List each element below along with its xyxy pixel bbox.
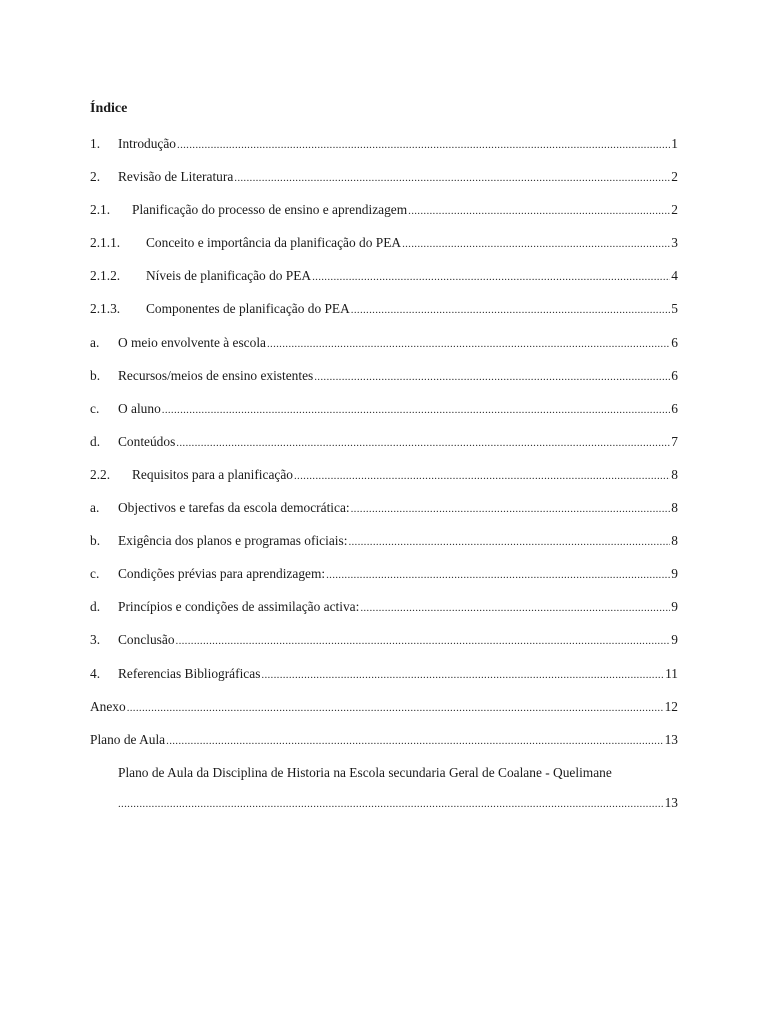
toc-title: Índice (90, 101, 128, 116)
toc-entry[interactable] (90, 432, 678, 465)
toc-entry-number: d. (90, 433, 101, 449)
dot-leader (261, 665, 664, 685)
toc-entry[interactable] (90, 630, 678, 663)
toc-entry-page: 8 (671, 533, 678, 549)
toc-entry[interactable] (90, 233, 678, 266)
toc-entry-text: Requisitos para a planificação (132, 466, 293, 482)
toc-entry-text: O meio envolvente à escola (118, 334, 266, 350)
toc-entry-multiline[interactable] (90, 763, 678, 833)
toc-entry-text: Plano de Aula (90, 731, 166, 747)
toc-entry-page: 2 (671, 202, 678, 218)
dot-leader (162, 400, 671, 420)
toc-entry[interactable] (90, 664, 678, 697)
toc-entry-number: c. (90, 566, 100, 582)
toc-entry-page: 7 (671, 433, 678, 449)
dot-leader (234, 168, 670, 188)
toc-entry-page: 4 (671, 268, 678, 284)
toc-entry-page: 6 (671, 334, 678, 350)
toc-entry-number: 3. (90, 632, 101, 648)
table-of-contents (90, 134, 678, 833)
toc-entry[interactable] (90, 531, 678, 564)
toc-entry-text: Anexo (90, 698, 126, 714)
dot-leader (166, 731, 663, 751)
toc-entry-number: 4. (90, 665, 101, 681)
toc-entry-number: 2.1. (90, 202, 111, 218)
toc-entry-text: Planificação do processo de ensino e aprendizagem (132, 202, 408, 218)
dot-leader (351, 300, 671, 320)
toc-entry[interactable] (90, 333, 678, 366)
toc-entry-page: 11 (665, 665, 678, 681)
toc-entry-page: 13 (664, 731, 678, 747)
toc-entry-page: 9 (671, 566, 678, 582)
toc-entry[interactable] (90, 399, 678, 432)
toc-entry-number: a. (90, 500, 100, 516)
toc-entry-page: 9 (671, 599, 678, 615)
dot-leader (176, 433, 670, 453)
dot-leader (408, 201, 670, 221)
toc-entry[interactable] (90, 730, 678, 763)
toc-entry[interactable] (90, 465, 678, 498)
toc-entry-number: b. (90, 533, 101, 549)
toc-entry-page: 6 (671, 400, 678, 416)
toc-entry[interactable] (90, 697, 678, 730)
toc-entry-text: Recursos/meios de ensino existentes (118, 367, 314, 383)
toc-entry-page: 13 (664, 794, 678, 810)
toc-entry-text: O aluno (118, 400, 161, 416)
toc-entry-text: Princípios e condições de assimilação activa: (118, 599, 360, 615)
toc-entry-number: b. (90, 367, 101, 383)
toc-entry-number: 1. (90, 136, 101, 151)
toc-entry-page: 8 (671, 500, 678, 516)
toc-entry[interactable] (90, 200, 678, 233)
toc-entry-page: 1 (671, 136, 678, 151)
toc-entry-number: 2.1.1. (90, 235, 121, 251)
dot-leader (360, 598, 670, 618)
toc-entry[interactable] (90, 366, 678, 399)
toc-entry-page: 9 (671, 632, 678, 648)
toc-entry-text: Objectivos e tarefas da escola democrática: (118, 500, 350, 516)
toc-entry-page: 8 (671, 466, 678, 482)
toc-entry[interactable] (90, 134, 678, 167)
toc-entry-number: 2. (90, 169, 101, 185)
dot-leader (177, 135, 670, 155)
toc-entry-text: Exigência dos planos e programas oficiais: (118, 533, 348, 549)
toc-entry-number: 2.2. (90, 466, 111, 482)
toc-entry[interactable] (90, 299, 678, 332)
toc-entry-page: 12 (664, 698, 678, 714)
toc-entry-page: 6 (671, 367, 678, 383)
toc-entry-number: d. (90, 599, 101, 615)
dot-leader (402, 234, 670, 254)
dot-leader (326, 565, 670, 585)
toc-entry[interactable] (90, 564, 678, 597)
toc-entry-number: c. (90, 400, 100, 416)
toc-entry-text: Plano de Aula da Disciplina de Historia na Escola secundaria Geral de Coalane - Quelimane (118, 764, 612, 780)
toc-entry-number: 2.1.3. (90, 301, 121, 317)
dot-leader (351, 499, 671, 519)
toc-entry-text: Conclusão (118, 632, 175, 648)
toc-entry-text: Componentes de planificação do PEA (146, 301, 350, 317)
dot-leader (176, 631, 671, 651)
toc-entry-number: 2.1.2. (90, 268, 121, 284)
dot-leader (127, 698, 664, 718)
toc-entry[interactable] (90, 266, 678, 299)
dot-leader (312, 267, 670, 287)
toc-entry-text: Referencias Bibliográficas (118, 665, 261, 681)
dot-leader (294, 466, 670, 486)
toc-entry-number: a. (90, 334, 100, 350)
dot-leader (348, 532, 670, 552)
toc-entry-text: Condições prévias para aprendizagem: (118, 566, 326, 582)
toc-entry-page: 5 (671, 301, 678, 317)
toc-entry-text: Introdução (118, 136, 177, 151)
dot-leader (314, 367, 670, 387)
toc-entry-text: Conceito e importância da planificação do PEA (146, 235, 402, 251)
toc-entry-text: Níveis de planificação do PEA (146, 268, 312, 284)
toc-entry[interactable] (90, 498, 678, 531)
dot-leader (118, 794, 664, 814)
toc-entry-text: Revisão de Literatura (118, 169, 234, 185)
toc-entry-page: 2 (671, 169, 678, 185)
toc-entry-leader-line (90, 793, 678, 814)
toc-entry-text: Conteúdos (118, 433, 176, 449)
toc-entry-page: 3 (671, 235, 678, 251)
dot-leader (267, 334, 670, 354)
toc-entry[interactable] (90, 597, 678, 630)
toc-entry[interactable] (90, 167, 678, 200)
